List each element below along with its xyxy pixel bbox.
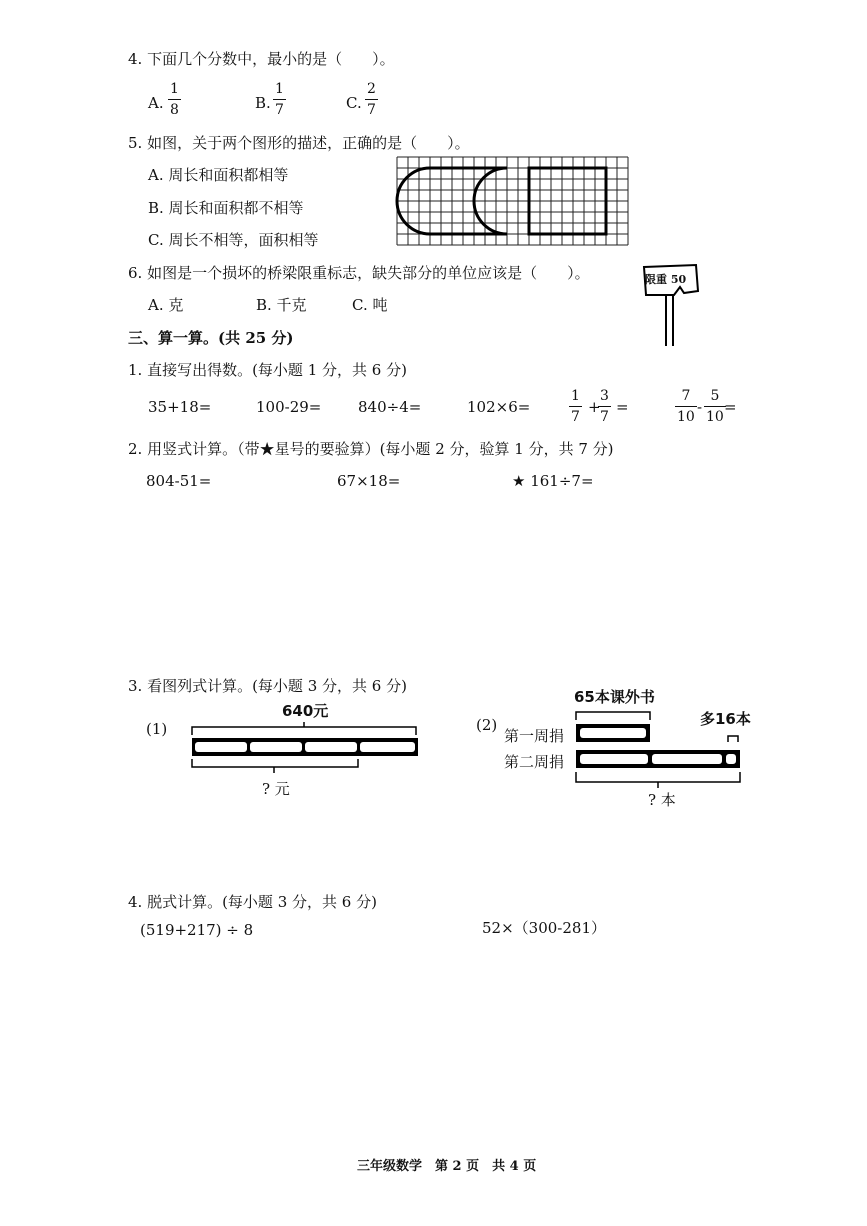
q6-option-a: A. 克 xyxy=(148,296,184,314)
q4-option-c-prefix: C. xyxy=(346,94,362,112)
equals: = xyxy=(724,398,737,416)
q4-option-a-prefix: A. xyxy=(148,94,164,112)
diagram-2-label: (2) xyxy=(476,716,498,734)
calc-item: 100-29= xyxy=(256,398,322,416)
question-5-text: 5. 如图，关于两个图形的描述，正确的是（ ）。 xyxy=(128,134,470,152)
bridge-sign-text: 限重 50 xyxy=(645,273,687,286)
operator: - xyxy=(697,398,703,416)
fraction: 7 10 xyxy=(677,388,695,425)
vertical-calc-item: 67×18= xyxy=(337,472,401,490)
fraction: 1 7 xyxy=(571,388,580,425)
calc-item: 35+18= xyxy=(148,398,212,416)
q4-option-a-fraction: 1 8 xyxy=(170,81,179,118)
q5-grid-figure xyxy=(397,157,629,245)
q4-option-c-fraction: 2 7 xyxy=(367,81,376,118)
equals: = xyxy=(616,398,629,416)
bridge-weight-sign xyxy=(640,263,700,348)
diagram-2-top-label: 65本课外书 xyxy=(574,688,655,706)
q6-option-b: B. 千克 xyxy=(256,296,307,314)
diagram-2-more-label: 多16本 xyxy=(700,710,751,728)
calc-item: 102×6= xyxy=(467,398,531,416)
diagram-2-unknown: ? 本 xyxy=(648,791,676,809)
step-calc-item: (519+217) ÷ 8 xyxy=(140,921,254,939)
question-4-text: 4. 下面几个分数中，最小的是（ ）。 xyxy=(128,50,395,68)
section-3-title: 三、算一算。(共 25 分) xyxy=(128,329,294,347)
q4-option-b-prefix: B. xyxy=(255,94,271,112)
q5-option-a: A. 周长和面积都相等 xyxy=(148,166,289,184)
q5-option-c: C. 周长不相等，面积相等 xyxy=(148,231,319,249)
step-calc-item: 52×（300-281） xyxy=(482,919,606,937)
vertical-calc-item: 804-51= xyxy=(146,472,212,490)
q6-option-c: C. 吨 xyxy=(352,296,388,314)
diagram-1-total: 640元 xyxy=(282,702,329,720)
vertical-calc-item-starred: ★ 161÷7= xyxy=(512,472,594,490)
part-4-title: 4. 脱式计算。(每小题 3 分，共 6 分) xyxy=(128,893,377,911)
part-1-title: 1. 直接写出得数。(每小题 1 分，共 6 分) xyxy=(128,361,407,379)
diagram-2-bars xyxy=(574,708,744,800)
diagram-1-unknown: ? 元 xyxy=(262,780,290,798)
operator: + xyxy=(588,398,601,416)
question-6-text: 6. 如图是一个损坏的桥梁限重标志，缺失部分的单位应该是（ ）。 xyxy=(128,264,590,282)
fraction: 5 10 xyxy=(706,388,724,425)
diagram-1-label: (1) xyxy=(146,720,168,738)
q4-option-b-fraction: 1 7 xyxy=(275,81,284,118)
diagram-1-bar xyxy=(190,725,420,775)
part-3-title: 3. 看图列式计算。(每小题 3 分，共 6 分) xyxy=(128,677,407,695)
fraction: 3 7 xyxy=(600,388,609,425)
diagram-2-row2-label: 第二周捐 xyxy=(504,753,565,771)
q5-option-b: B. 周长和面积都不相等 xyxy=(148,199,304,217)
part-2-title: 2. 用竖式计算。（带★星号的要验算）(每小题 2 分，验算 1 分，共 7 分) xyxy=(128,440,614,458)
page-footer: 三年级数学 第 2 页 共 4 页 xyxy=(357,1159,537,1174)
diagram-2-row1-label: 第一周捐 xyxy=(504,727,565,745)
calc-item: 840÷4= xyxy=(358,398,422,416)
